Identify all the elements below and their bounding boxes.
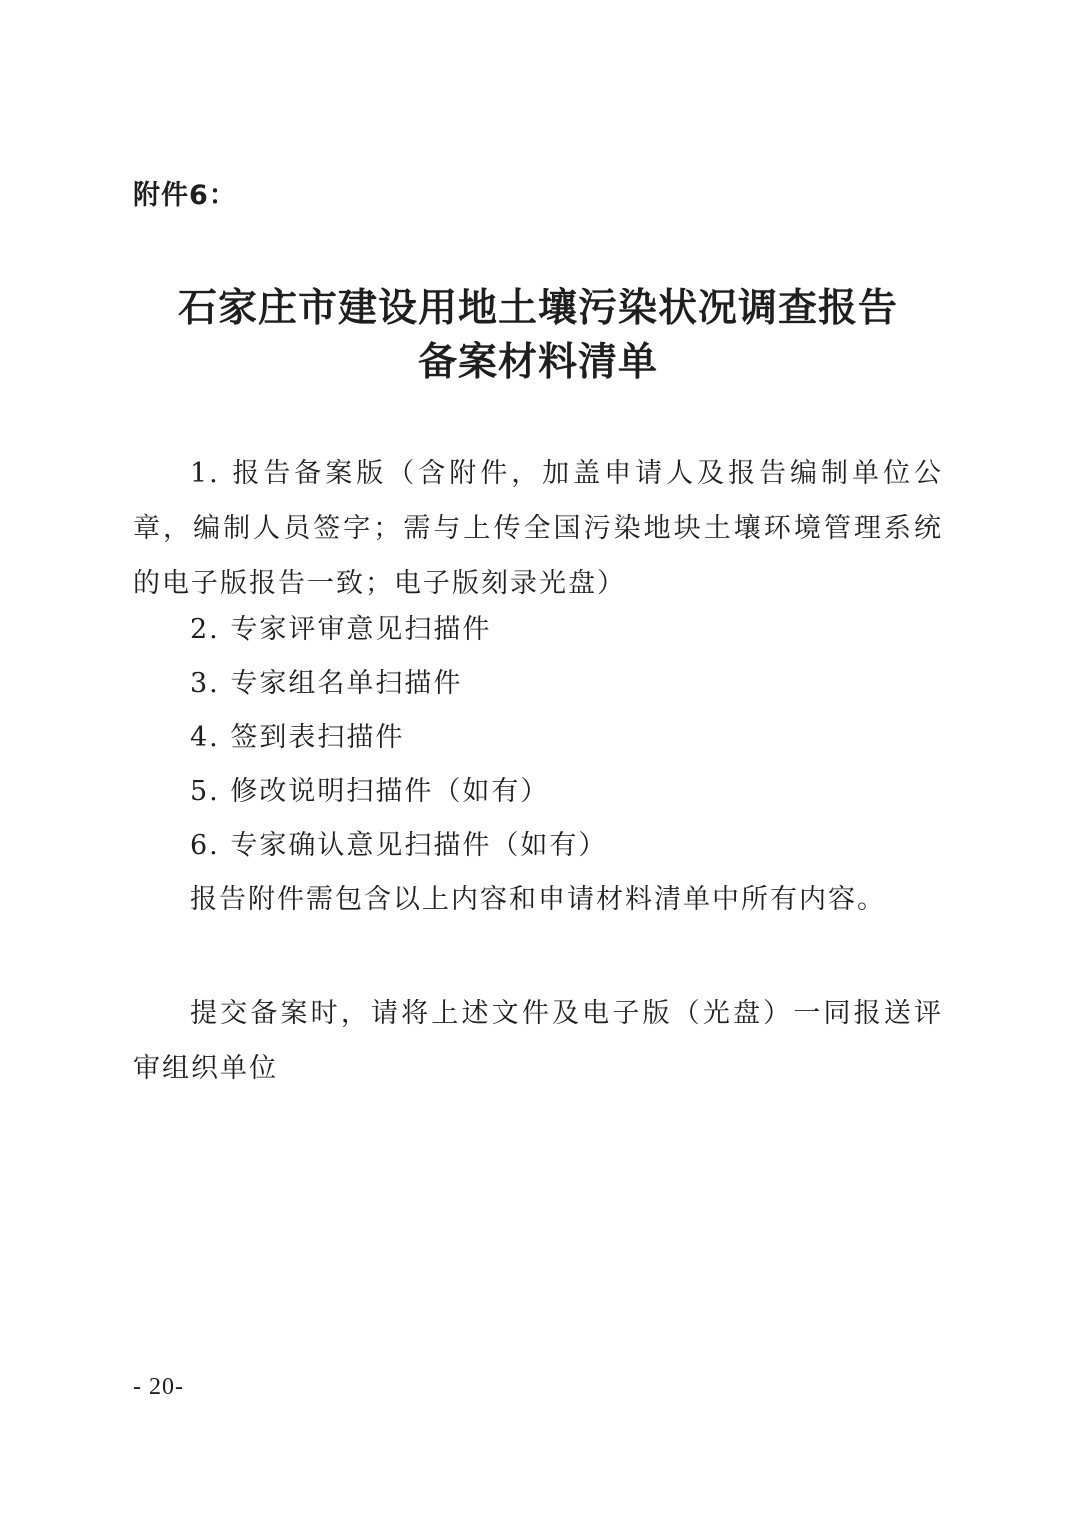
list-item-3: 3. 专家组名单扫描件: [190, 668, 463, 699]
submission-instruction: 提交备案时，请将上述文件及电子版（光盘）一同报送评审组织单位: [133, 998, 943, 1084]
list-item-6: 6. 专家确认意见扫描件（如有）: [190, 830, 608, 861]
list-item-1: 1. 报告备案版（含附件，加盖申请人及报告编制单位公章，编制人员签字；需与上传全国污染地块土壤环境管理系统的电子版报告一致；电子版刻录光盘）: [133, 458, 943, 599]
list-item-4: 4. 签到表扫描件: [190, 722, 405, 753]
list-item-2: 2. 专家评审意见扫描件: [190, 614, 492, 645]
document-title-line-2: 备案材料清单: [417, 339, 658, 385]
attachment-note: 报告附件需包含以上内容和申请材料清单中所有内容。: [190, 884, 886, 915]
attachment-label: 附件6：: [133, 180, 237, 211]
page-number: - 20-: [133, 1374, 184, 1400]
document-title-line-1: 石家庄市建设用地土壤污染状况调查报告: [177, 285, 898, 331]
list-item-5: 5. 修改说明扫描件（如有）: [190, 776, 550, 807]
